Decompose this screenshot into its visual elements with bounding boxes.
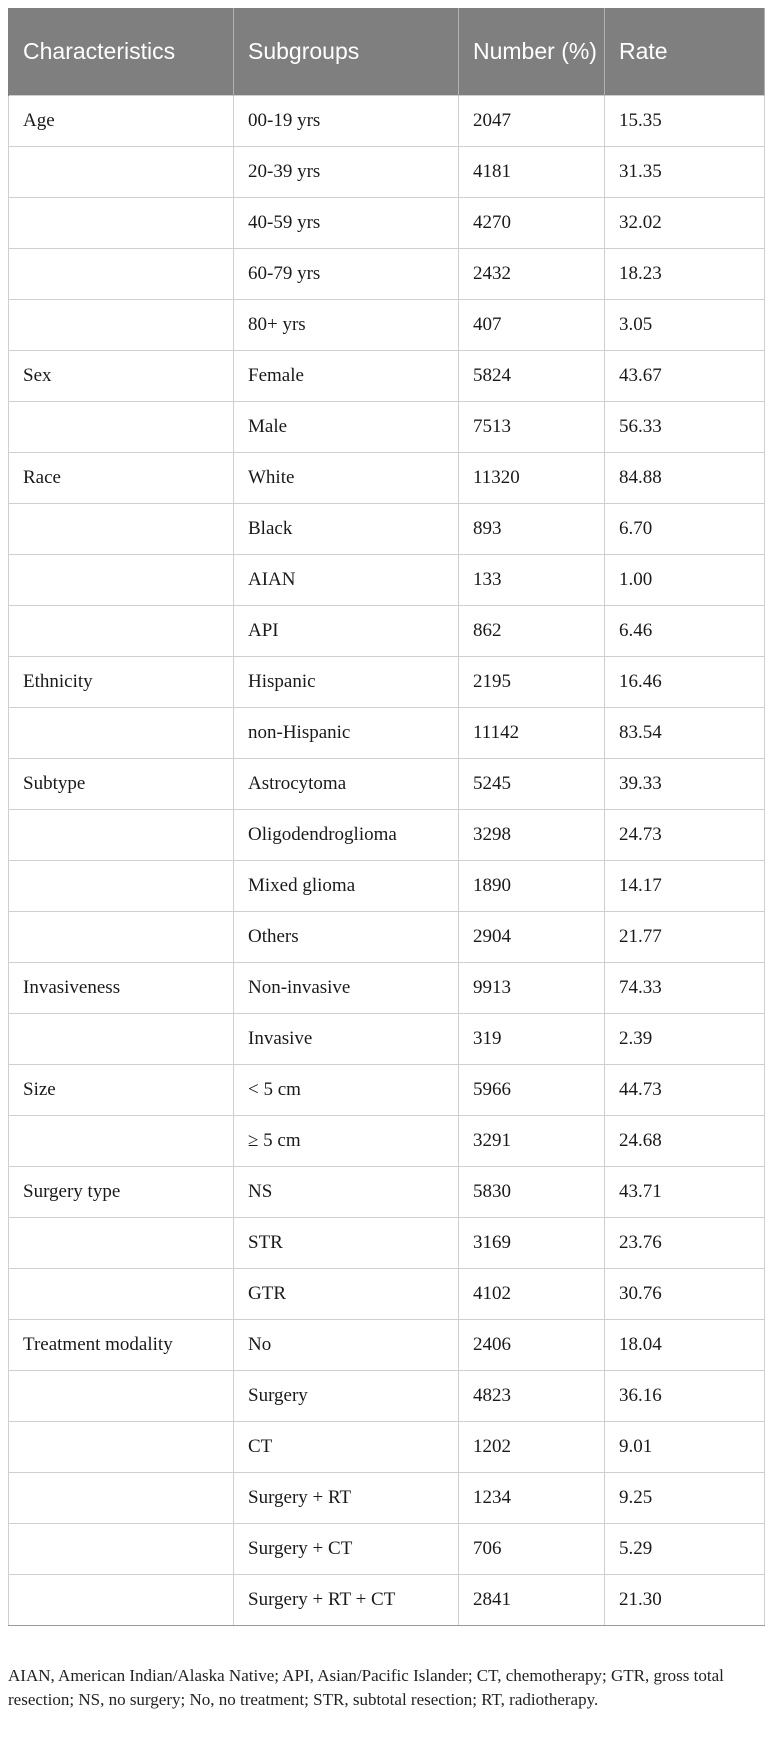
- cell-rate: 6.46: [605, 606, 765, 657]
- cell-rate: 2.39: [605, 1014, 765, 1065]
- cell-number: 893: [459, 504, 605, 555]
- cell-subgroup: Others: [234, 912, 459, 963]
- cell-number: 1234: [459, 1473, 605, 1524]
- table-row: [9, 1320, 765, 1371]
- table-row: [9, 1524, 765, 1575]
- cell-rate: 84.88: [605, 453, 765, 504]
- cell-number: 1202: [459, 1422, 605, 1473]
- cell-number: 3298: [459, 810, 605, 861]
- table-row: [9, 912, 765, 963]
- cell-subgroup: Non-invasive: [234, 963, 459, 1014]
- cell-subgroup: ≥ 5 cm: [234, 1116, 459, 1167]
- cell-subgroup: Invasive: [234, 1014, 459, 1065]
- cell-rate: 74.33: [605, 963, 765, 1014]
- cell-subgroup: Female: [234, 351, 459, 402]
- cell-characteristic: [9, 810, 234, 861]
- table-row: [9, 1269, 765, 1320]
- table-row: [9, 96, 765, 147]
- cell-rate: 31.35: [605, 147, 765, 198]
- cell-subgroup: 80+ yrs: [234, 300, 459, 351]
- table-row: [9, 1218, 765, 1269]
- cell-subgroup: Surgery + RT: [234, 1473, 459, 1524]
- cell-number: 4270: [459, 198, 605, 249]
- cell-rate: 24.68: [605, 1116, 765, 1167]
- table-footnote: AIAN, American Indian/Alaska Native; API, Asian/Pacific Islander; CT, chemotherapy; GTR, gross total resection; NS, no surgery; No, no treatment; STR, subtotal resection; RT, radiotherapy.: [8, 1666, 724, 1709]
- table-row: [9, 402, 765, 453]
- table-row: [9, 1422, 765, 1473]
- cell-characteristic: [9, 504, 234, 555]
- cell-subgroup: Surgery + CT: [234, 1524, 459, 1575]
- cell-rate: 9.01: [605, 1422, 765, 1473]
- table-row: [9, 1065, 765, 1116]
- cell-number: 11142: [459, 708, 605, 759]
- table-row: [9, 198, 765, 249]
- cell-subgroup: Oligodendroglioma: [234, 810, 459, 861]
- characteristics-table: [8, 8, 765, 1626]
- cell-number: 4823: [459, 1371, 605, 1422]
- cell-rate: 39.33: [605, 759, 765, 810]
- cell-subgroup: AIAN: [234, 555, 459, 606]
- table-row: [9, 861, 765, 912]
- table-row: [9, 351, 765, 402]
- cell-rate: 18.04: [605, 1320, 765, 1371]
- table-row: [9, 657, 765, 708]
- table-row: [9, 300, 765, 351]
- cell-number: 2432: [459, 249, 605, 300]
- cell-characteristic: Treatment modality: [9, 1320, 234, 1371]
- cell-number: 706: [459, 1524, 605, 1575]
- cell-rate: 21.77: [605, 912, 765, 963]
- cell-rate: 56.33: [605, 402, 765, 453]
- cell-characteristic: [9, 1575, 234, 1626]
- cell-characteristic: [9, 708, 234, 759]
- cell-characteristic: [9, 912, 234, 963]
- cell-number: 5245: [459, 759, 605, 810]
- cell-number: 319: [459, 1014, 605, 1065]
- table-row: [9, 606, 765, 657]
- cell-rate: 9.25: [605, 1473, 765, 1524]
- header-characteristics: Characteristics: [9, 8, 234, 96]
- cell-number: 2047: [459, 96, 605, 147]
- cell-subgroup: Mixed glioma: [234, 861, 459, 912]
- cell-characteristic: Invasiveness: [9, 963, 234, 1014]
- table-row: [9, 963, 765, 1014]
- cell-subgroup: Surgery: [234, 1371, 459, 1422]
- cell-rate: 32.02: [605, 198, 765, 249]
- cell-characteristic: Subtype: [9, 759, 234, 810]
- cell-number: 11320: [459, 453, 605, 504]
- cell-rate: 16.46: [605, 657, 765, 708]
- header-number: Number (%): [459, 8, 605, 96]
- cell-number: 2406: [459, 1320, 605, 1371]
- cell-subgroup: Black: [234, 504, 459, 555]
- cell-characteristic: [9, 1218, 234, 1269]
- cell-number: 5966: [459, 1065, 605, 1116]
- cell-rate: 23.76: [605, 1218, 765, 1269]
- cell-rate: 21.30: [605, 1575, 765, 1626]
- table-header: [9, 8, 765, 96]
- cell-subgroup: < 5 cm: [234, 1065, 459, 1116]
- cell-characteristic: [9, 300, 234, 351]
- characteristics-table-container: [8, 8, 764, 1626]
- cell-rate: 24.73: [605, 810, 765, 861]
- cell-number: 407: [459, 300, 605, 351]
- cell-rate: 36.16: [605, 1371, 765, 1422]
- table-row: [9, 453, 765, 504]
- cell-subgroup: Astrocytoma: [234, 759, 459, 810]
- cell-number: 862: [459, 606, 605, 657]
- cell-number: 4102: [459, 1269, 605, 1320]
- table-row: [9, 249, 765, 300]
- table-body: [9, 96, 765, 1626]
- cell-subgroup: 40-59 yrs: [234, 198, 459, 249]
- cell-rate: 15.35: [605, 96, 765, 147]
- cell-subgroup: CT: [234, 1422, 459, 1473]
- cell-number: 3169: [459, 1218, 605, 1269]
- cell-rate: 3.05: [605, 300, 765, 351]
- cell-characteristic: [9, 555, 234, 606]
- header-rate: Rate: [605, 8, 765, 96]
- cell-characteristic: [9, 1269, 234, 1320]
- cell-subgroup: STR: [234, 1218, 459, 1269]
- cell-characteristic: Race: [9, 453, 234, 504]
- table-row: [9, 759, 765, 810]
- cell-number: 3291: [459, 1116, 605, 1167]
- cell-number: 2904: [459, 912, 605, 963]
- cell-characteristic: [9, 1422, 234, 1473]
- cell-number: 4181: [459, 147, 605, 198]
- cell-characteristic: [9, 198, 234, 249]
- cell-number: 9913: [459, 963, 605, 1014]
- cell-subgroup: API: [234, 606, 459, 657]
- cell-subgroup: Male: [234, 402, 459, 453]
- cell-subgroup: non-Hispanic: [234, 708, 459, 759]
- table-row: [9, 504, 765, 555]
- cell-characteristic: [9, 402, 234, 453]
- cell-characteristic: Size: [9, 1065, 234, 1116]
- cell-subgroup: 00-19 yrs: [234, 96, 459, 147]
- table-row: [9, 1116, 765, 1167]
- cell-subgroup: GTR: [234, 1269, 459, 1320]
- cell-rate: 14.17: [605, 861, 765, 912]
- cell-subgroup: White: [234, 453, 459, 504]
- cell-rate: 83.54: [605, 708, 765, 759]
- cell-number: 2195: [459, 657, 605, 708]
- cell-characteristic: Sex: [9, 351, 234, 402]
- table-row: [9, 1575, 765, 1626]
- cell-number: 5830: [459, 1167, 605, 1218]
- header-row: [9, 8, 765, 96]
- cell-rate: 1.00: [605, 555, 765, 606]
- cell-subgroup: Hispanic: [234, 657, 459, 708]
- cell-characteristic: [9, 147, 234, 198]
- cell-characteristic: Age: [9, 96, 234, 147]
- cell-rate: 43.67: [605, 351, 765, 402]
- cell-characteristic: [9, 249, 234, 300]
- cell-subgroup: No: [234, 1320, 459, 1371]
- cell-characteristic: [9, 1014, 234, 1065]
- cell-characteristic: [9, 861, 234, 912]
- cell-number: 2841: [459, 1575, 605, 1626]
- cell-subgroup: 60-79 yrs: [234, 249, 459, 300]
- table-row: [9, 1014, 765, 1065]
- cell-rate: 30.76: [605, 1269, 765, 1320]
- cell-rate: 6.70: [605, 504, 765, 555]
- cell-number: 133: [459, 555, 605, 606]
- cell-characteristic: [9, 1371, 234, 1422]
- cell-subgroup: NS: [234, 1167, 459, 1218]
- cell-subgroup: 20-39 yrs: [234, 147, 459, 198]
- cell-characteristic: Surgery type: [9, 1167, 234, 1218]
- table-row: [9, 1167, 765, 1218]
- table-row: [9, 147, 765, 198]
- table-row: [9, 810, 765, 861]
- cell-number: 1890: [459, 861, 605, 912]
- cell-characteristic: Ethnicity: [9, 657, 234, 708]
- cell-characteristic: [9, 1473, 234, 1524]
- cell-characteristic: [9, 1116, 234, 1167]
- cell-rate: 43.71: [605, 1167, 765, 1218]
- cell-characteristic: [9, 1524, 234, 1575]
- header-subgroups: Subgroups: [234, 8, 459, 96]
- table-row: [9, 1371, 765, 1422]
- cell-rate: 44.73: [605, 1065, 765, 1116]
- cell-number: 5824: [459, 351, 605, 402]
- table-row: [9, 1473, 765, 1524]
- cell-number: 7513: [459, 402, 605, 453]
- cell-rate: 5.29: [605, 1524, 765, 1575]
- table-row: [9, 708, 765, 759]
- cell-subgroup: Surgery + RT + CT: [234, 1575, 459, 1626]
- cell-rate: 18.23: [605, 249, 765, 300]
- cell-characteristic: [9, 606, 234, 657]
- table-row: [9, 555, 765, 606]
